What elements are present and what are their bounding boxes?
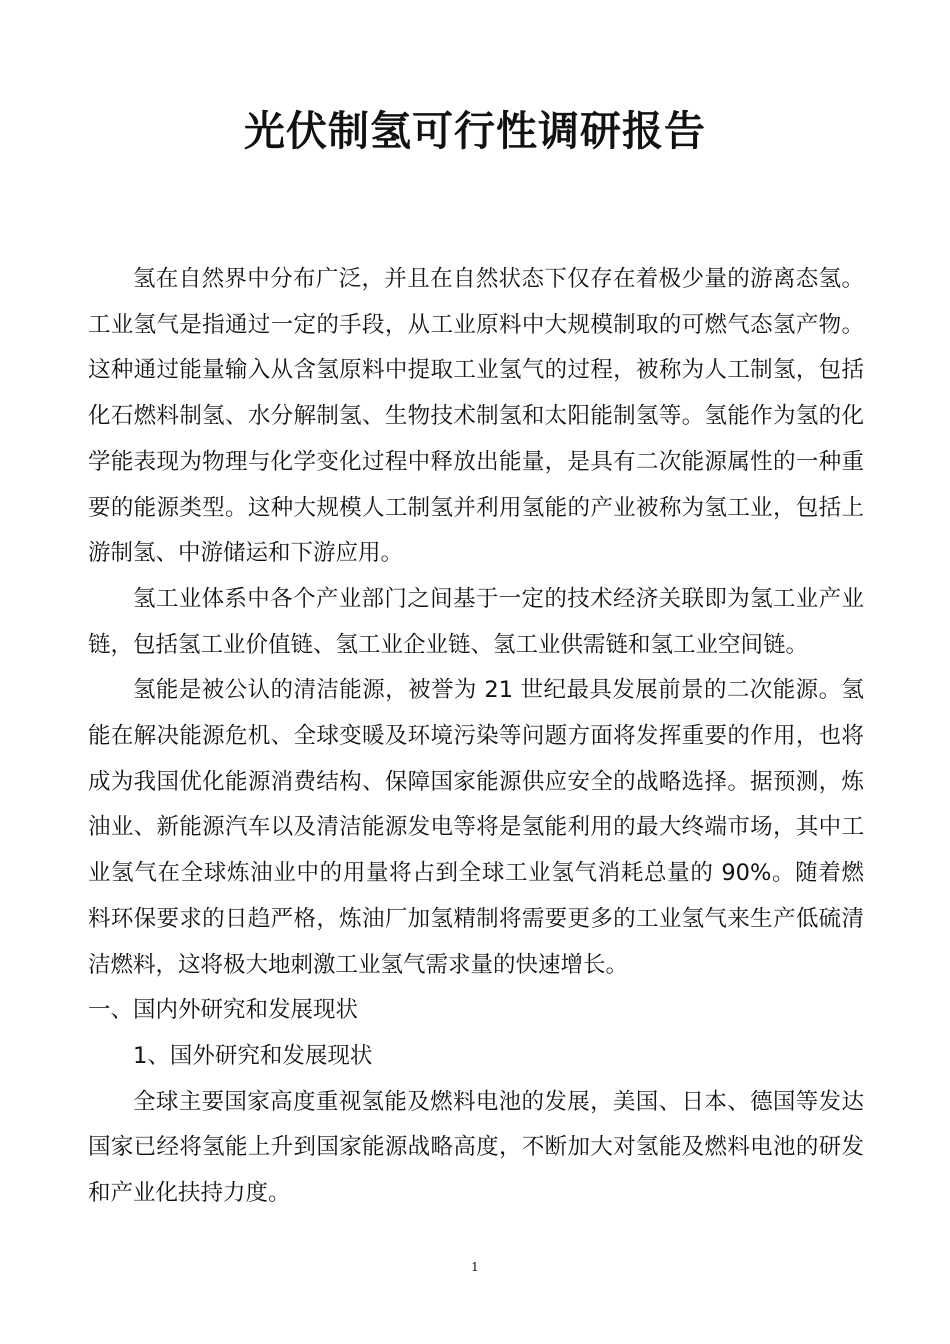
section-heading: 一、国内外研究和发展现状 <box>88 997 359 1024</box>
paragraph-foreign-development: 全球主要国家高度重视氢能及燃料电池的发展，美国、日本、德国等发达国家已经将氢能上升到国家能源战略高度，不断加大对氢能及燃料电池的研发和产业化扶持力度。 <box>88 1088 864 1207</box>
paragraph-industry-chain: 氢工业体系中各个产业部门之间基于一定的技术经济关联即为氢工业产业链，包括氢工业价值链、氢工业企业链、氢工业供需链和氢工业空间链。 <box>88 585 864 658</box>
subsection-heading: 1、国外研究和发展现状 <box>133 1042 373 1069</box>
paragraph-clean-energy: 氢能是被公认的清洁能源，被誉为 21 世纪最具发展前景的二次能源。氢能在解决能源危机、全球变暖及环境污染等问题方面将发挥重要的作用，也将成为我国优化能源消费结构、保障国家能源供应安全的战略选择。据预测，炼油业、新能源汽车以及清洁能源发电等将是氢能利用的最大终端市场，其中工业氢气在全球炼油业中的用量将占到全球工业氢气消耗总量的 90%。随着燃料环保要求的日趋严格，炼油厂加氢精制将需要更多的工业氢气来生产低硫清洁燃料，这将极大地刺激工业氢气需求量的快速增长。 <box>88 677 864 978</box>
document-body <box>88 257 864 1217</box>
page-number: 1 <box>471 1260 479 1274</box>
paragraph-hydrogen-overview: 氢在自然界中分布广泛，并且在自然状态下仅存在着极少量的游离态氢。工业氢气是指通过一定的手段，从工业原料中大规模制取的可燃气态氢产物。这种通过能量输入从含氢原料中提取工业氢气的过程，被称为人工制氢，包括化石燃料制氢、水分解制氢、生物技术制氢和太阳能制氢等。氢能作为氢的化学能表现为物理与化学变化过程中释放出能量，是具有二次能源属性的一种重要的能源类型。这种大规模人工制氢并利用氢能的产业被称为氢工业，包括上游制氢、中游储运和下游应用。 <box>88 266 864 567</box>
document-title: 光伏制氢可行性调研报告 <box>244 107 706 155</box>
